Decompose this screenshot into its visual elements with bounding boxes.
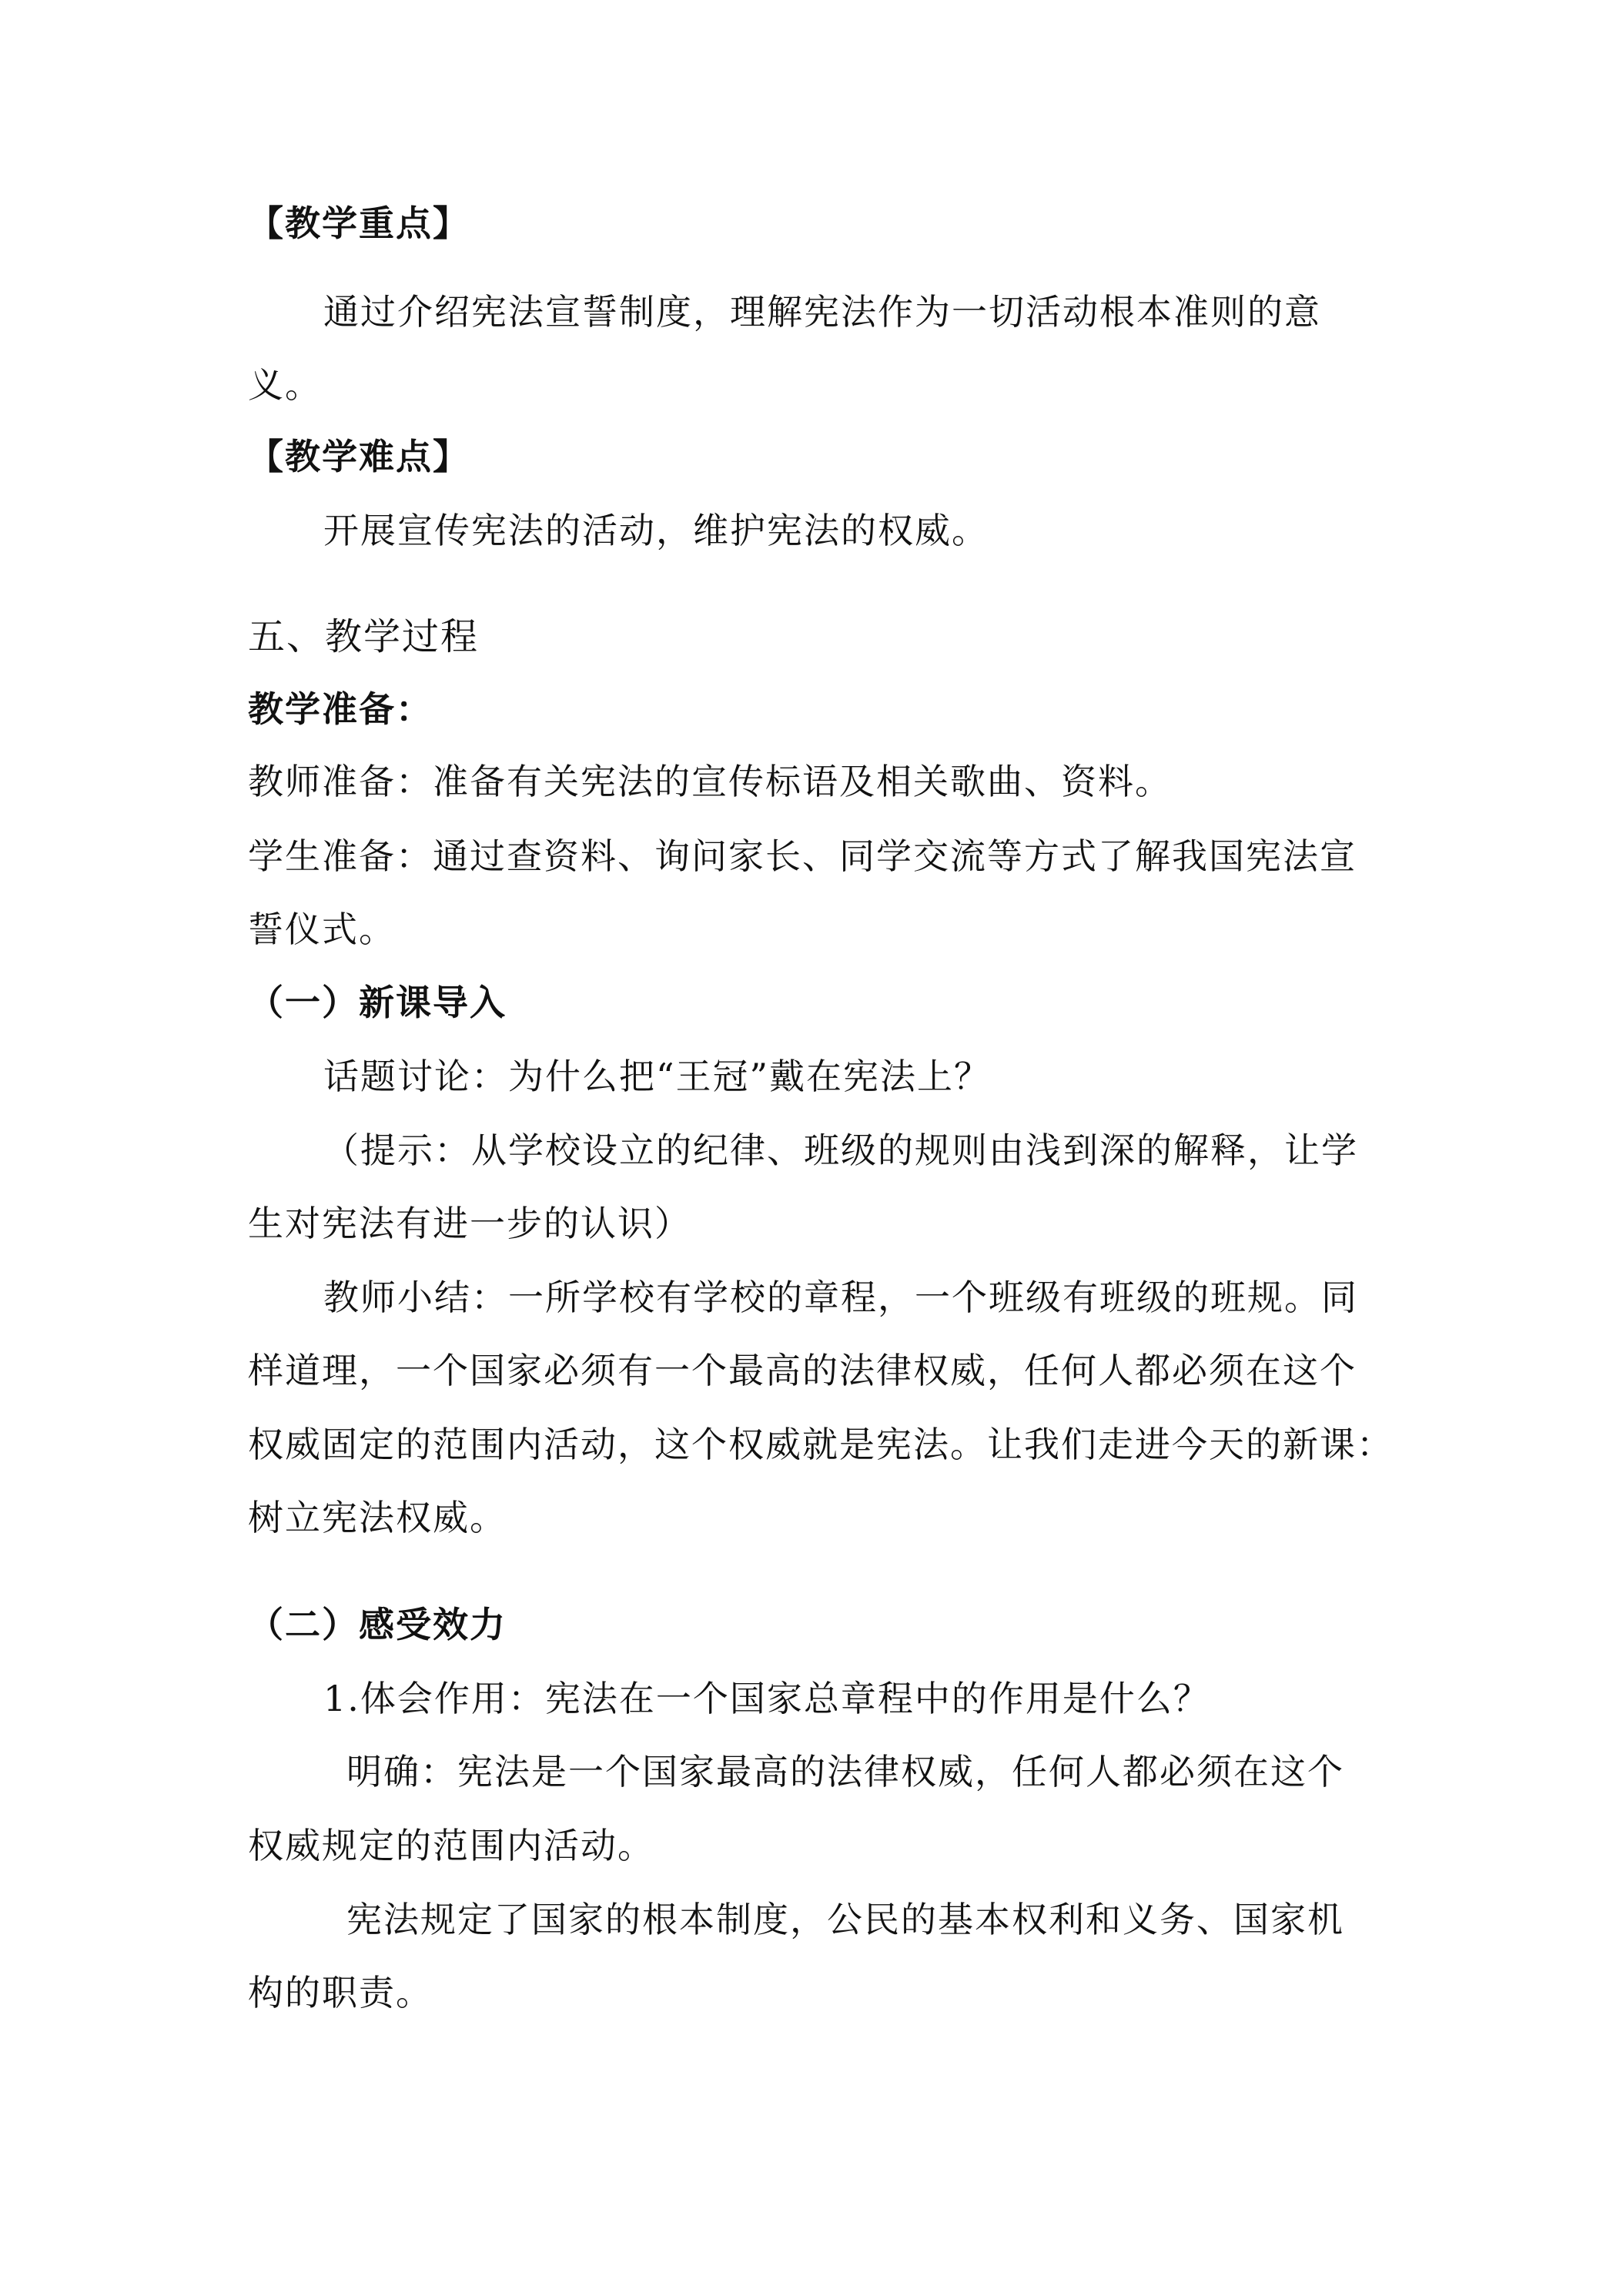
difficult-points-text: 开展宣传宪法的活动，维护宪法的权威。 <box>323 510 989 551</box>
section1-summary-line1: 教师小结：一所学校有学校的章程，一个班级有班级的班规。同 <box>323 1277 1358 1318</box>
difficult-points-heading: 【教学难点】 <box>248 436 470 477</box>
section1-hint-line2: 生对宪法有进一步的认识） <box>248 1203 691 1244</box>
section2-clarify-line1: 明确：宪法是一个国家最高的法律权威，任何人都必须在这个 <box>346 1751 1344 1792</box>
section1-topic: 话题讨论：为什么把“王冠”戴在宪法上？ <box>323 1056 992 1097</box>
student-prep-line2: 誓仪式。 <box>248 909 396 950</box>
teacher-prep: 教师准备：准备有关宪法的宣传标语及相关歌曲、资料。 <box>248 761 1172 802</box>
process-heading: 五、教学过程 <box>248 615 480 658</box>
section2-content-line1: 宪法规定了国家的根本制度，公民的基本权利和义务、国家机 <box>346 1899 1344 1940</box>
section2-clarify-line2: 权威规定的范围内活动。 <box>248 1825 654 1866</box>
key-points-text-line1: 通过介绍宪法宣誓制度，理解宪法作为一切活动根本准则的意 <box>323 291 1321 333</box>
section1-summary-line3: 权威固定的范围内活动，这个权威就是宪法。让我们走进今天的新课： <box>248 1424 1394 1465</box>
section1-heading: （一）新课导入 <box>248 982 507 1023</box>
student-prep-line1: 学生准备：通过查资料、询问家长、同学交流等方式了解我国宪法宣 <box>248 835 1357 877</box>
prep-heading: 教学准备： <box>248 688 433 730</box>
section1-hint-line1: （提示：从学校设立的纪律、班级的规则由浅到深的解释，让学 <box>323 1130 1358 1171</box>
section2-content-line2: 构的职责。 <box>248 1972 433 2013</box>
section2-item1: 1.体会作用：宪法在一个国家总章程中的作用是什么？ <box>323 1678 1210 1719</box>
section1-summary-line2: 样道理，一个国家必须有一个最高的法律权威，任何人都必须在这个 <box>248 1350 1357 1391</box>
section2-heading: （二）感受效力 <box>248 1604 507 1645</box>
key-points-text-line2: 义。 <box>248 364 322 406</box>
section1-summary-line4: 树立宪法权威。 <box>248 1497 507 1538</box>
key-points-heading: 【教学重点】 <box>248 202 470 244</box>
